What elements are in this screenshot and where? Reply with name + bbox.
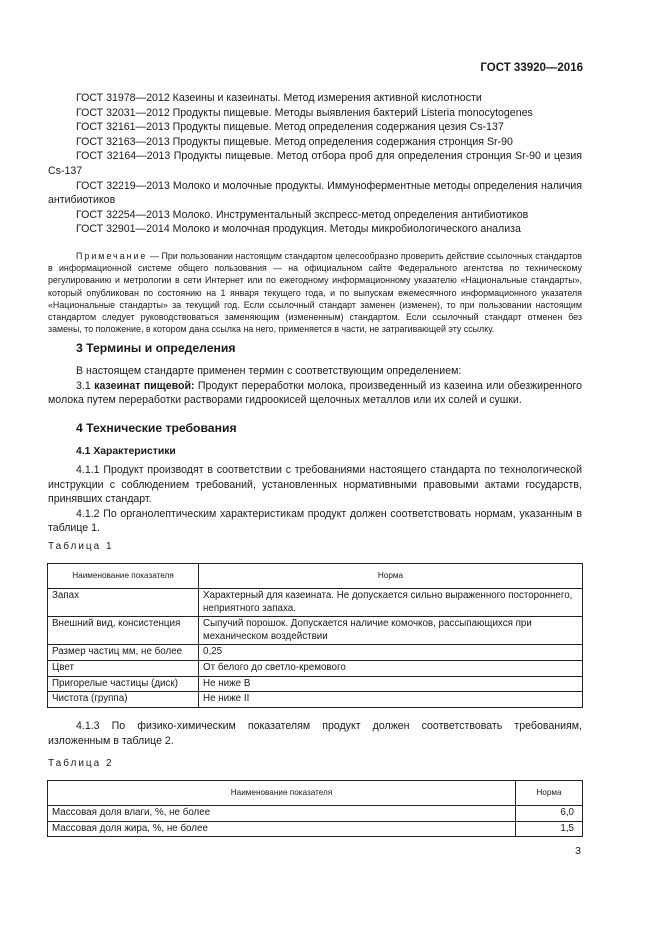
table-row <box>48 806 583 822</box>
section-3-body <box>48 364 582 408</box>
column-header: Наименование показателя <box>48 564 199 589</box>
paragraph-4-1-1: 4.1.1 Продукт производят в соответствии с требованиями настоящего стандарта по технологической инструкции с соблюдением требований, установленных нормативными правовыми актами государств, принявших стандарт. <box>48 464 582 506</box>
reference-item: ГОСТ 31978—2012 Казеины и казеинаты. Метод измерения активной кислотности <box>76 92 482 104</box>
column-header: Норма <box>516 781 583 806</box>
table-row <box>48 676 583 692</box>
table-row <box>48 692 583 708</box>
table-row <box>48 821 583 837</box>
table-cell: 6,0 <box>516 806 583 822</box>
reference-item: ГОСТ 32164—2013 Продукты пищевые. Метод отбора проб для определения стронция Sr-90 и цезия Cs-137 <box>48 150 582 177</box>
table-2-caption: Таблица 2 <box>48 758 114 769</box>
note-label: Примечание <box>76 251 148 261</box>
section-4-title: 4 Технические требования <box>76 421 237 435</box>
table-cell: Характерный для казеината. Не допускается сильно выраженного постороннего, неприятного запаха. <box>199 589 583 617</box>
table-cell: От белого до светло-кремового <box>199 660 583 676</box>
table-cell: Запах <box>48 589 199 617</box>
note-text: — При пользовании настоящим стандартом целесообразно проверить действие ссылочных стандартов в информационной системе общего пользования — на официальном сайте Федерального агентства по техническому регулированию и метрологии в сети Интернет или по ежегодному информационному указателю «Национальные стандарты», который опубликован по состоянию на 1 января текущего года, и по выпускам ежемесячного информационного указателя «Национальные стандарты» за текущий год. Если ссылочный стандарт заменен (изменен), то при пользовании настоящим стандартом следует руководствоваться заменяющим (измененным) стандартом. Если ссылочный стандарт отменен без замены, то положение, в котором дана ссылка на него, применяется в части, не затрагивающей эту ссылку. <box>48 251 582 335</box>
table-cell: Сыпучий порошок. Допускается наличие комочков, рассыпающихся при механическом воздействии <box>199 617 583 645</box>
subsection-4-1-title: 4.1 Характеристики <box>76 446 176 457</box>
table-cell: Не ниже II <box>199 692 583 708</box>
table-cell: Не ниже В <box>199 676 583 692</box>
column-header: Наименование показателя <box>48 781 516 806</box>
term-name: казеинат пищевой: <box>94 379 195 392</box>
table-cell: Размер частиц мм, не более <box>48 645 199 661</box>
normative-references <box>48 91 582 237</box>
table-row <box>48 617 583 645</box>
document-header: ГОСТ 33920—2016 <box>480 62 583 74</box>
table-cell: Внешний вид, консистенция <box>48 617 199 645</box>
table-row <box>48 589 583 617</box>
section-4-body-continued <box>48 719 582 748</box>
reference-item: ГОСТ 32163—2013 Продукты пищевые. Метод определения содержания стронция Sr-90 <box>76 135 513 148</box>
page-number: 3 <box>575 845 581 857</box>
table-row <box>48 645 583 661</box>
section-4-body <box>48 463 582 536</box>
table-1 <box>47 563 583 708</box>
table-cell: Массовая доля влаги, %, не более <box>48 806 516 822</box>
table-row <box>48 660 583 676</box>
table-cell: Пригорелые частицы (диск) <box>48 676 199 692</box>
reference-item: ГОСТ 32901—2014 Молоко и молочная продукция. Методы микробиологического анализа <box>76 223 521 236</box>
table-cell: Массовая доля жира, %, не более <box>48 821 516 837</box>
table-cell: 1,5 <box>516 821 583 837</box>
reference-item: ГОСТ 32219—2013 Молоко и молочные продукты. Иммуноферментные методы определения наличия антибиотиков <box>48 179 582 207</box>
note-block <box>48 250 582 335</box>
table-1-caption: Таблица 1 <box>48 541 114 552</box>
reference-item: ГОСТ 32254—2013 Молоко. Инструментальный экспресс-метод определения антибиотиков <box>76 208 529 221</box>
reference-item: ГОСТ 32161—2013 Продукты пищевые. Метод определения содержания цезия Cs-137 <box>76 121 504 134</box>
table-header-row <box>48 781 583 806</box>
table-2 <box>47 780 583 837</box>
term-definition: 3.1 казеинат пищевой: Продукт переработки молока, произведенный из казеина или обезжиренного молока путем переработки растворами гидроокисей щелочных металлов или их солей и сушки. <box>48 379 582 407</box>
column-header: Норма <box>199 564 583 589</box>
table-header-row <box>48 564 583 589</box>
reference-item: ГОСТ 32031—2012 Продукты пищевые. Методы выявления бактерий Listeria monocytogenes <box>76 106 533 119</box>
table-cell: Цвет <box>48 660 199 676</box>
paragraph-4-1-3: 4.1.3 По физико-химическим показателям продукт должен соответствовать требованиям, изложенным в таблице 2. <box>48 720 582 747</box>
table-cell: Чистота (группа) <box>48 692 199 708</box>
section-3-intro: В настоящем стандарте применен термин с соответствующим определением: <box>76 365 462 377</box>
section-3-title: 3 Термины и определения <box>76 341 236 355</box>
paragraph-4-1-2: 4.1.2 По органолептическим характеристикам продукт должен соответствовать нормам, указанным в таблице 1. <box>48 507 582 535</box>
table-cell: 0,25 <box>199 645 583 661</box>
